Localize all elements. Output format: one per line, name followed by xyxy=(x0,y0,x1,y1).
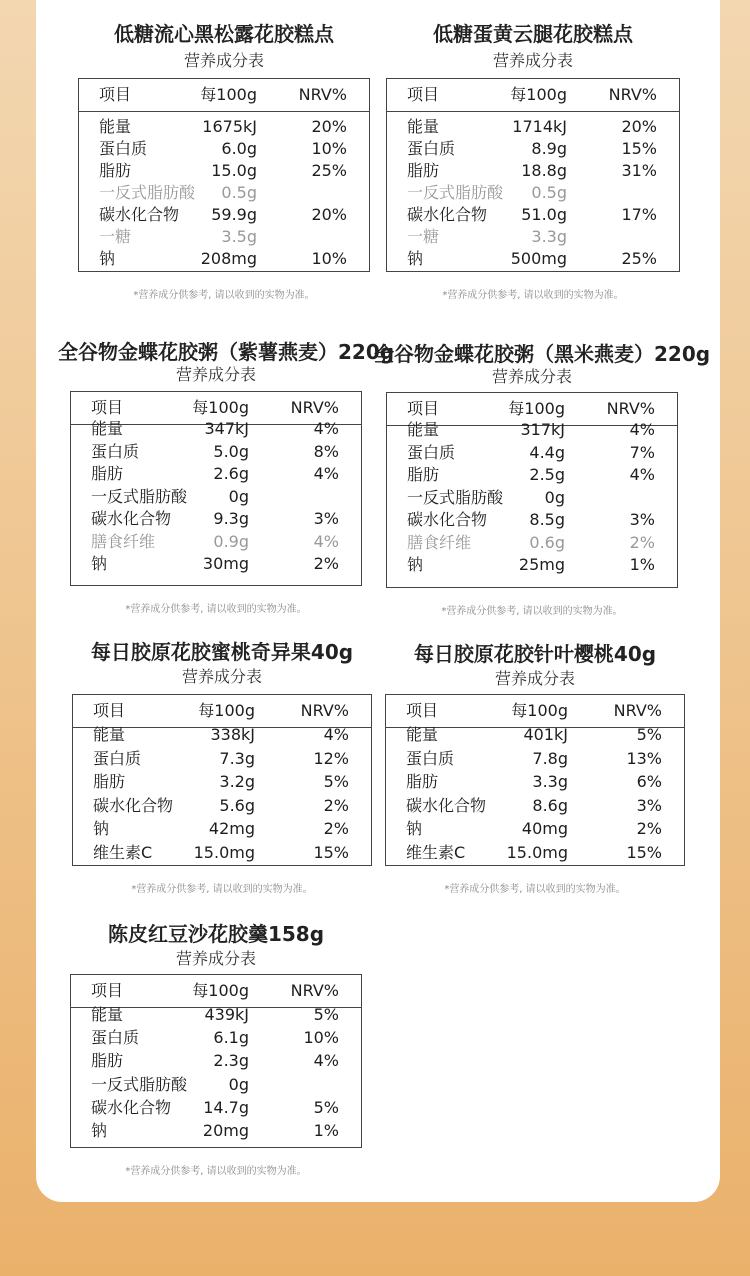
nutrient-name: 钠 xyxy=(91,554,108,573)
nutrient-nrv: 5% xyxy=(636,725,662,744)
nutrient-nrv: 4% xyxy=(313,1051,339,1071)
header-item: 项目 xyxy=(99,85,132,104)
nutrient-nrv: 4% xyxy=(629,465,655,484)
nutrient-name: 能量 xyxy=(406,725,439,744)
nutrient-per100g: 15.0g xyxy=(211,161,257,180)
nutrient-name: 碳水化合物 xyxy=(93,795,174,815)
header-nrv: NRV% xyxy=(290,398,339,417)
header-nrv: NRV% xyxy=(290,981,339,1000)
product-title: 陈皮红豆沙花胶羹158g xyxy=(107,922,325,946)
nutrient-per100g: 0.9g xyxy=(213,531,249,551)
nutrient-name: 蛋白质 xyxy=(93,748,142,768)
nutrient-per100g: 338kJ xyxy=(210,725,255,744)
disclaimer-note: *营养成分供参考, 请以收到的实物为准。 xyxy=(442,290,624,301)
nutrient-nrv: 20% xyxy=(311,117,347,136)
header-per100g: 每100g xyxy=(192,981,249,1000)
nutrient-name: 膳食纤维 xyxy=(91,531,156,551)
nutrient-per100g: 3.3g xyxy=(532,772,568,791)
nutrient-name: 一糖 xyxy=(407,227,440,246)
nutrient-name: 脂肪 xyxy=(91,1051,124,1071)
nutrient-name: 能量 xyxy=(91,1005,124,1024)
nutrient-nrv: 1% xyxy=(313,1121,339,1140)
nutrient-per100g: 0g xyxy=(544,487,565,507)
nutrient-per100g: 500mg xyxy=(510,249,567,268)
nutrient-per100g: 0g xyxy=(228,1074,249,1094)
nutrient-nrv: 17% xyxy=(621,205,657,224)
header-per100g: 每100g xyxy=(198,701,255,720)
nutrition-table xyxy=(70,391,362,586)
nutrient-name: 钠 xyxy=(406,819,423,838)
nutrition-panel xyxy=(58,336,395,616)
nutrient-nrv: 15% xyxy=(313,842,349,862)
nutrient-name: 脂肪 xyxy=(99,161,132,180)
nutrient-per100g: 0g xyxy=(228,486,249,506)
nutrient-nrv: 4% xyxy=(323,725,349,744)
header-item: 项目 xyxy=(407,399,440,418)
nutrient-name: 能量 xyxy=(99,117,132,136)
nutrient-per100g: 15.0mg xyxy=(506,842,568,862)
nutrient-per100g: 1714kJ xyxy=(512,117,567,136)
nutrient-per100g: 8.6g xyxy=(532,795,568,815)
nutrient-name: 蛋白质 xyxy=(407,139,456,158)
header-nrv: NRV% xyxy=(606,399,655,418)
header-per100g: 每100g xyxy=(192,398,249,417)
nutrient-nrv: 5% xyxy=(313,1005,339,1024)
nutrient-per100g: 20mg xyxy=(202,1121,249,1140)
nutrient-per100g: 40mg xyxy=(521,819,568,838)
nutrient-per100g: 317kJ xyxy=(520,420,565,439)
nutrient-nrv: 25% xyxy=(621,249,657,268)
nutrition-table xyxy=(385,694,685,866)
nutrition-table xyxy=(78,78,370,272)
nutrient-per100g: 2.3g xyxy=(213,1051,249,1071)
nutrient-nrv: 2% xyxy=(323,819,349,838)
nutrient-per100g: 3.5g xyxy=(221,227,257,246)
nutrient-name: 能量 xyxy=(91,419,124,438)
nutrient-name: 碳水化合物 xyxy=(91,1097,172,1117)
table-subtitle: 营养成分表 xyxy=(181,667,262,686)
nutrient-nrv: 13% xyxy=(626,748,662,768)
nutrient-name: 膳食纤维 xyxy=(407,532,472,552)
nutrient-name: 能量 xyxy=(407,117,440,136)
nutrient-nrv: 2% xyxy=(629,532,655,552)
nutrient-nrv: 12% xyxy=(313,748,349,768)
nutrient-name: 蛋白质 xyxy=(91,1028,140,1048)
nutrient-per100g: 4.4g xyxy=(529,442,565,462)
disclaimer-note: *营养成分供参考, 请以收到的实物为准。 xyxy=(441,606,623,617)
nutrient-nrv: 2% xyxy=(313,554,339,573)
header-per100g: 每100g xyxy=(200,85,257,104)
table-subtitle: 营养成分表 xyxy=(183,51,264,70)
nutrient-name: 脂肪 xyxy=(407,161,440,180)
nutrient-name: 维生素C xyxy=(406,842,466,862)
nutrition-panel xyxy=(385,638,685,896)
header-per100g: 每100g xyxy=(511,701,568,720)
nutrient-per100g: 14.7g xyxy=(203,1097,249,1117)
nutrient-per100g: 9.3g xyxy=(213,509,249,528)
nutrient-per100g: 1675kJ xyxy=(202,117,257,136)
product-title: 全谷物金蝶花胶粥（黑米燕麦）220g xyxy=(374,342,711,366)
nutrition-panel xyxy=(78,18,370,302)
nutrition-panel xyxy=(386,18,680,302)
nutrient-nrv: 5% xyxy=(313,1097,339,1117)
nutrient-name: 碳水化合物 xyxy=(406,795,487,815)
nutrient-per100g: 347kJ xyxy=(204,419,249,438)
nutrient-nrv: 3% xyxy=(636,795,662,815)
nutrient-per100g: 6.0g xyxy=(221,139,257,158)
nutrient-per100g: 42mg xyxy=(208,819,255,838)
nutrient-name: 碳水化合物 xyxy=(99,205,180,224)
nutrition-panel xyxy=(72,636,372,896)
nutrient-nrv: 4% xyxy=(629,420,655,439)
header-item: 项目 xyxy=(91,398,124,417)
nutrient-name: 一糖 xyxy=(99,227,132,246)
nutrient-name: 能量 xyxy=(93,725,126,744)
nutrient-nrv: 5% xyxy=(323,772,349,791)
nutrient-name: 能量 xyxy=(407,420,440,439)
nutrient-name: 一反式脂肪酸 xyxy=(99,183,196,202)
nutrition-panel xyxy=(374,338,711,618)
nutrient-nrv: 20% xyxy=(311,205,347,224)
nutrient-nrv: 2% xyxy=(323,795,349,815)
nutrient-name: 一反式脂肪酸 xyxy=(407,487,504,507)
nutrient-nrv: 4% xyxy=(313,531,339,551)
nutrient-per100g: 2.5g xyxy=(529,465,565,484)
nutrient-nrv: 15% xyxy=(621,139,657,158)
product-title: 每日胶原花胶蜜桃奇异果40g xyxy=(90,640,354,664)
nutrient-nrv: 4% xyxy=(313,419,339,438)
header-nrv: NRV% xyxy=(608,85,657,104)
nutrient-per100g: 439kJ xyxy=(204,1005,249,1024)
nutrient-per100g: 3.2g xyxy=(219,772,255,791)
nutrient-name: 钠 xyxy=(93,819,110,838)
disclaimer-note: *营养成分供参考, 请以收到的实物为准。 xyxy=(444,884,626,895)
nutrient-per100g: 8.5g xyxy=(529,510,565,529)
nutrition-table xyxy=(386,78,680,272)
nutrient-per100g: 8.9g xyxy=(531,139,567,158)
header-nrv: NRV% xyxy=(298,85,347,104)
table-subtitle: 营养成分表 xyxy=(491,367,572,386)
nutrient-nrv: 10% xyxy=(311,139,347,158)
nutrient-nrv: 6% xyxy=(636,772,662,791)
nutrient-per100g: 0.5g xyxy=(221,183,257,202)
nutrient-name: 钠 xyxy=(407,555,424,574)
nutrition-panel xyxy=(70,918,362,1178)
disclaimer-note: *营养成分供参考, 请以收到的实物为准。 xyxy=(125,1166,307,1177)
nutrient-name: 钠 xyxy=(99,249,116,268)
nutrient-nrv: 25% xyxy=(311,161,347,180)
nutrient-nrv: 31% xyxy=(621,161,657,180)
nutrient-nrv: 7% xyxy=(629,442,655,462)
nutrient-nrv: 15% xyxy=(626,842,662,862)
nutrient-name: 钠 xyxy=(91,1121,108,1140)
nutrient-per100g: 3.3g xyxy=(531,227,567,246)
nutrient-name: 蛋白质 xyxy=(406,748,455,768)
disclaimer-note: *营养成分供参考, 请以收到的实物为准。 xyxy=(133,290,315,301)
disclaimer-note: *营养成分供参考, 请以收到的实物为准。 xyxy=(125,604,307,615)
nutrient-per100g: 0.6g xyxy=(529,532,565,552)
nutrient-per100g: 51.0g xyxy=(521,205,567,224)
nutrient-name: 碳水化合物 xyxy=(407,510,488,529)
nutrient-name: 碳水化合物 xyxy=(91,509,172,528)
nutrient-name: 一反式脂肪酸 xyxy=(407,183,504,202)
nutrient-name: 脂肪 xyxy=(407,465,440,484)
product-title: 每日胶原花胶针叶樱桃40g xyxy=(413,642,657,666)
nutrient-name: 蛋白质 xyxy=(99,139,148,158)
header-item: 项目 xyxy=(91,981,124,1000)
nutrient-nrv: 4% xyxy=(313,464,339,483)
nutrient-per100g: 7.3g xyxy=(219,748,255,768)
nutrient-nrv: 3% xyxy=(313,509,339,528)
nutrient-name: 一反式脂肪酸 xyxy=(91,1074,188,1094)
nutrient-per100g: 208mg xyxy=(200,249,257,268)
nutrient-nrv: 1% xyxy=(629,555,655,574)
nutrient-name: 蛋白质 xyxy=(91,441,140,461)
product-title: 低糖流心黑松露花胶糕点 xyxy=(114,22,334,46)
table-subtitle: 营养成分表 xyxy=(492,51,573,70)
table-subtitle: 营养成分表 xyxy=(175,949,256,968)
product-title: 全谷物金蝶花胶粥（紫薯燕麦）220g xyxy=(58,340,395,364)
nutrient-per100g: 15.0mg xyxy=(193,842,255,862)
nutrient-nrv: 20% xyxy=(621,117,657,136)
nutrient-name: 维生素C xyxy=(93,842,153,862)
nutrient-name: 脂肪 xyxy=(93,772,126,791)
product-title: 低糖蛋黄云腿花胶糕点 xyxy=(433,22,633,46)
nutrient-name: 钠 xyxy=(407,249,424,268)
nutrition-table xyxy=(72,694,372,866)
header-nrv: NRV% xyxy=(613,701,662,720)
nutrient-per100g: 401kJ xyxy=(523,725,568,744)
nutrient-per100g: 30mg xyxy=(202,554,249,573)
table-subtitle: 营养成分表 xyxy=(175,365,256,384)
header-nrv: NRV% xyxy=(300,701,349,720)
nutrient-nrv: 10% xyxy=(311,249,347,268)
nutrient-nrv: 8% xyxy=(313,441,339,461)
nutrient-per100g: 6.1g xyxy=(213,1028,249,1048)
nutrient-name: 一反式脂肪酸 xyxy=(91,486,188,506)
nutrient-per100g: 18.8g xyxy=(521,161,567,180)
table-subtitle: 营养成分表 xyxy=(494,669,575,688)
nutrient-per100g: 25mg xyxy=(518,555,565,574)
nutrient-per100g: 2.6g xyxy=(213,464,249,483)
nutrient-nrv: 2% xyxy=(636,819,662,838)
nutrient-per100g: 0.5g xyxy=(531,183,567,202)
header-per100g: 每100g xyxy=(510,85,567,104)
nutrient-name: 脂肪 xyxy=(91,464,124,483)
nutrition-table xyxy=(386,392,678,588)
nutrient-per100g: 5.6g xyxy=(219,795,255,815)
nutrition-table xyxy=(70,974,362,1148)
header-item: 项目 xyxy=(407,85,440,104)
nutrient-nrv: 10% xyxy=(303,1028,339,1048)
nutrient-name: 碳水化合物 xyxy=(407,205,488,224)
nutrient-per100g: 5.0g xyxy=(213,441,249,461)
nutrient-nrv: 3% xyxy=(629,510,655,529)
disclaimer-note: *营养成分供参考, 请以收到的实物为准。 xyxy=(131,884,313,895)
nutrient-name: 蛋白质 xyxy=(407,442,456,462)
header-item: 项目 xyxy=(93,701,126,720)
nutrient-name: 脂肪 xyxy=(406,772,439,791)
nutrient-per100g: 7.8g xyxy=(532,748,568,768)
header-per100g: 每100g xyxy=(508,399,565,418)
header-item: 项目 xyxy=(406,701,439,720)
nutrient-per100g: 59.9g xyxy=(211,205,257,224)
